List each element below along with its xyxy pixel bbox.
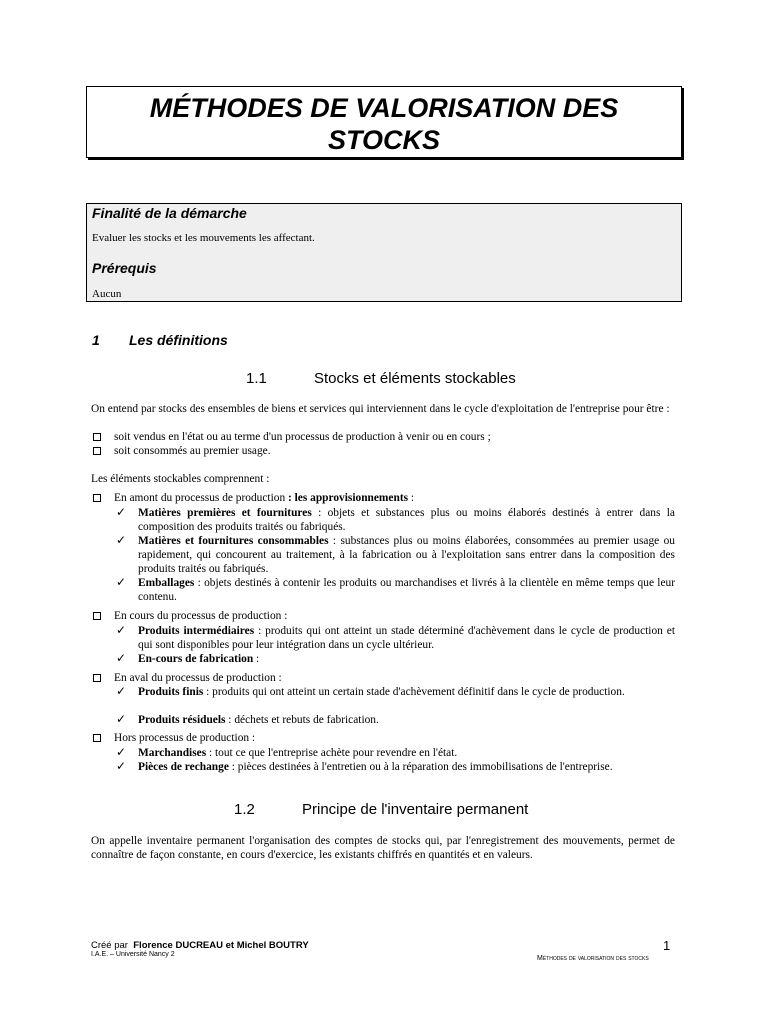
title-box [86, 86, 682, 158]
prerequis-heading: Prérequis [92, 260, 157, 276]
checkbox-icon [93, 612, 101, 620]
info-box [86, 203, 682, 302]
stocks-intro: On entend par stocks des ensembles de biens et services qui interviennent dans le cycle d'exploitation de l'entreprise pour être : [91, 403, 670, 415]
checkbox-icon [93, 433, 101, 441]
subsection-number: 1.2 [234, 801, 255, 818]
list-item: Matières et fournitures consommables : substances plus ou moins élaborées, consommées au premier usage ou rapidement, qui concourent au traitement, à la fabrication ou à l'exploitation sans entrer dans la composition des produits traités ou fabriqués. [138, 535, 675, 575]
prerequis-text: Aucun [92, 288, 122, 300]
checkmark-icon: ✓ [116, 759, 127, 773]
list-item: Marchandises : tout ce que l'entreprise achète pour revendre en l'état. [138, 747, 458, 759]
document-title [87, 92, 681, 156]
checkbox-icon [93, 447, 101, 455]
group-amont-label: En amont du processus de production : les approvisionnements : [114, 492, 415, 504]
section-title: Les définitions [129, 332, 228, 348]
checkmark-icon: ✓ [116, 684, 127, 698]
footer-institution: I.A.E. – Université Nancy 2 [91, 951, 175, 958]
finalite-heading: Finalité de la démarche [92, 205, 247, 221]
list-item: Produits résiduels : déchets et rebuts de fabrication. [138, 714, 379, 726]
footer-created-by: Créé par Florence DUCREAU et Michel BOUTRY [91, 940, 309, 951]
title-line-2: STOCKS [327, 125, 441, 155]
title-line-1: MÉTHODES DE VALORISATION DES [149, 93, 619, 123]
stockables-lead: Les éléments stockables comprennent : [91, 473, 270, 485]
list-item: Produits intermédiaires : produits qui ont atteint un stade déterminé d'achèvement dans le cycle de production et qui sont disponibles pour leur intégration dans un cycle ultérieur. [138, 625, 675, 651]
checkmark-icon: ✓ [116, 533, 127, 547]
section-1-heading [92, 332, 228, 348]
checkmark-icon: ✓ [116, 745, 127, 759]
checkbox-icon [93, 674, 101, 682]
group-aval-label: En aval du processus de production : [114, 672, 282, 684]
list-item: Pièces de rechange : pièces destinées à l'entretien ou à la réparation des immobilisations de l'entreprise. [138, 761, 613, 773]
footer-doc-title: Méthodes de valorisation des stocks [537, 955, 649, 962]
bullet-item: soit consommés au premier usage. [114, 445, 271, 457]
section-number: 1 [92, 332, 100, 348]
checkmark-icon: ✓ [116, 505, 127, 519]
page-number: 1 [663, 938, 671, 953]
checkbox-icon [93, 494, 101, 502]
section-1-1-heading [246, 370, 516, 387]
bullet-item: soit vendus en l'état ou au terme d'un processus de production à venir ou en cours ; [114, 431, 491, 443]
checkbox-icon [93, 734, 101, 742]
subsection-number: 1.1 [246, 370, 267, 387]
checkmark-icon: ✓ [116, 575, 127, 589]
group-hors-label: Hors processus de production : [114, 732, 256, 744]
section-1-2-heading [234, 801, 528, 818]
list-item: Emballages : objets destinés à contenir les produits ou marchandises et livrés à la clientèle en même temps que leur contenu. [138, 577, 675, 603]
finalite-text: Evaluer les stocks et les mouvements les affectant. [92, 232, 315, 244]
list-item: Matières premières et fournitures : objets et substances plus ou moins élaborés destinés à entrer dans la composition des produits traités ou fabriqués. [138, 507, 675, 533]
checkmark-icon: ✓ [116, 623, 127, 637]
subsection-title: Principe de l'inventaire permanent [302, 801, 529, 818]
inventaire-paragraph: On appelle inventaire permanent l'organisation des comptes de stocks qui, par l'enregistrement des mouvements, permet de connaître de façon constante, en cours d'exercice, les existants chiffrés en quantités et en valeurs. [91, 835, 675, 861]
list-item: En-cours de fabrication : [138, 653, 260, 665]
checkmark-icon: ✓ [116, 712, 127, 726]
group-en-cours-label: En cours du processus de production : [114, 610, 288, 622]
list-item: Produits finis : produits qui ont atteint un certain stade d'achèvement définitif dans le cycle de production. [138, 686, 625, 698]
checkmark-icon: ✓ [116, 651, 127, 665]
subsection-title: Stocks et éléments stockables [314, 370, 516, 387]
